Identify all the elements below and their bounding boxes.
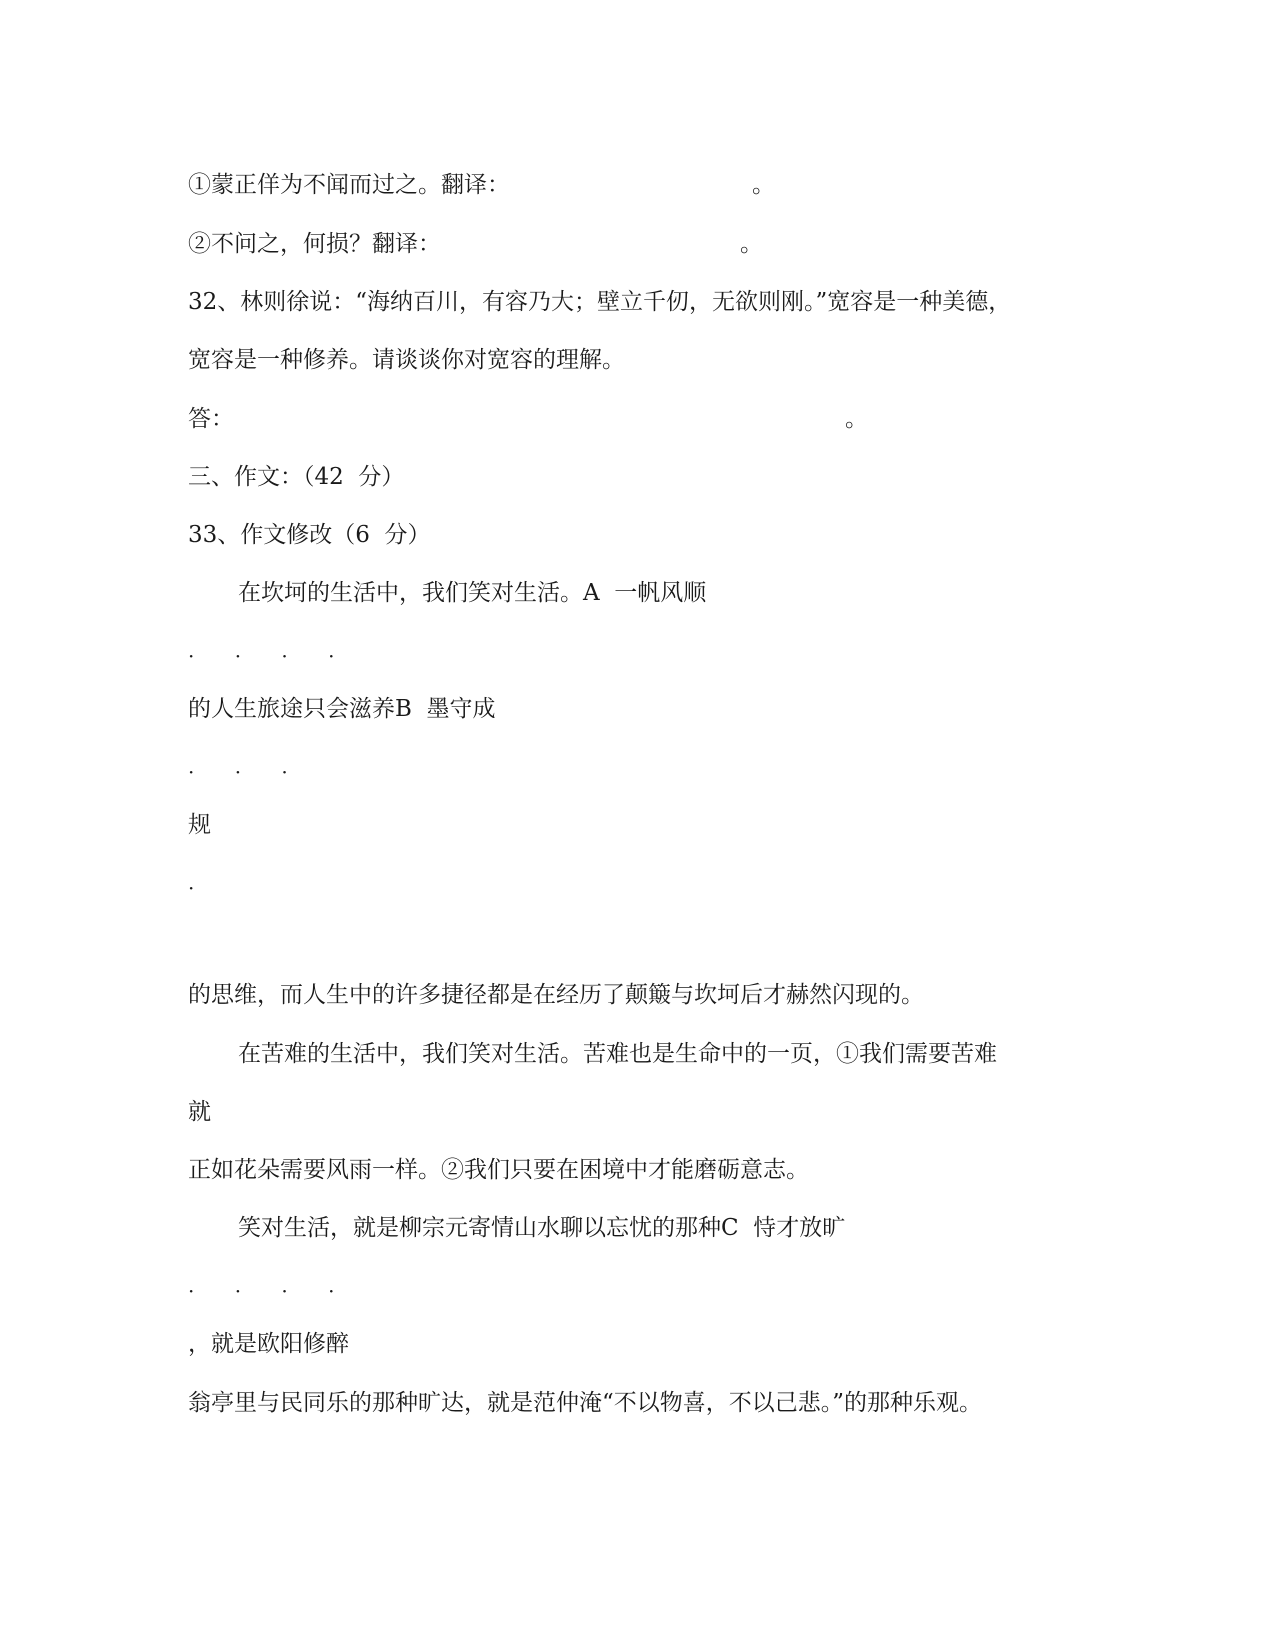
paragraph-1-line-1: 在坎坷的生活中，我们笑对生活。A 一帆风顺	[238, 580, 707, 606]
paragraph-3-line-3: 翁亭里与民同乐的那种旷达，就是范仲淹“不以物喜，不以己悲。”的那种乐观。	[188, 1390, 983, 1416]
paragraph-3-line-1: 笑对生活，就是柳宗元寄情山水聊以忘忧的那种C 恃才放旷	[238, 1215, 846, 1241]
translation-line-2-end: 。	[740, 231, 763, 257]
paragraph-2-line-3: 正如花朵需要风雨一样。②我们只要在困境中才能磨砺意志。	[188, 1157, 809, 1183]
section-3-heading: 三、作文：（42 分）	[188, 464, 405, 490]
emphasis-dots-2: · · ·	[188, 760, 305, 784]
answer-label: 答：	[188, 406, 234, 432]
translation-line-1-end: 。	[752, 172, 775, 198]
answer-line-end: 。	[845, 406, 868, 432]
emphasis-dots-4: · · · ·	[188, 1279, 352, 1303]
translation-line-2: ②不问之，何损？翻译：	[188, 231, 441, 257]
paragraph-3-line-2: ，就是欧阳修醉	[188, 1331, 349, 1357]
translation-line-1: ①蒙正佯为不闻而过之。翻译：	[188, 172, 510, 198]
emphasis-dots-3: ·	[188, 876, 212, 900]
paragraph-1-line-3: 规	[188, 812, 211, 838]
paragraph-2-line-1: 在苦难的生活中，我们笑对生活。苦难也是生命中的一页，①我们需要苦难	[238, 1041, 997, 1067]
paragraph-2-line-2: 就	[188, 1099, 211, 1125]
question-32-line-1: 32、林则徐说：“海纳百川，有容乃大；壁立千仞，无欲则刚。”宽容是一种美德，	[188, 289, 1012, 315]
question-32-line-2: 宽容是一种修养。请谈谈你对宽容的理解。	[188, 347, 625, 373]
paragraph-1-line-4: 的思维，而人生中的许多捷径都是在经历了颠簸与坎坷后才赫然闪现的。	[188, 982, 924, 1008]
emphasis-dots-1: · · · ·	[188, 644, 352, 668]
question-33-heading: 33、作文修改（6 分）	[188, 522, 431, 548]
paragraph-1-line-2: 的人生旅途只会滋养B 墨守成	[188, 696, 496, 722]
